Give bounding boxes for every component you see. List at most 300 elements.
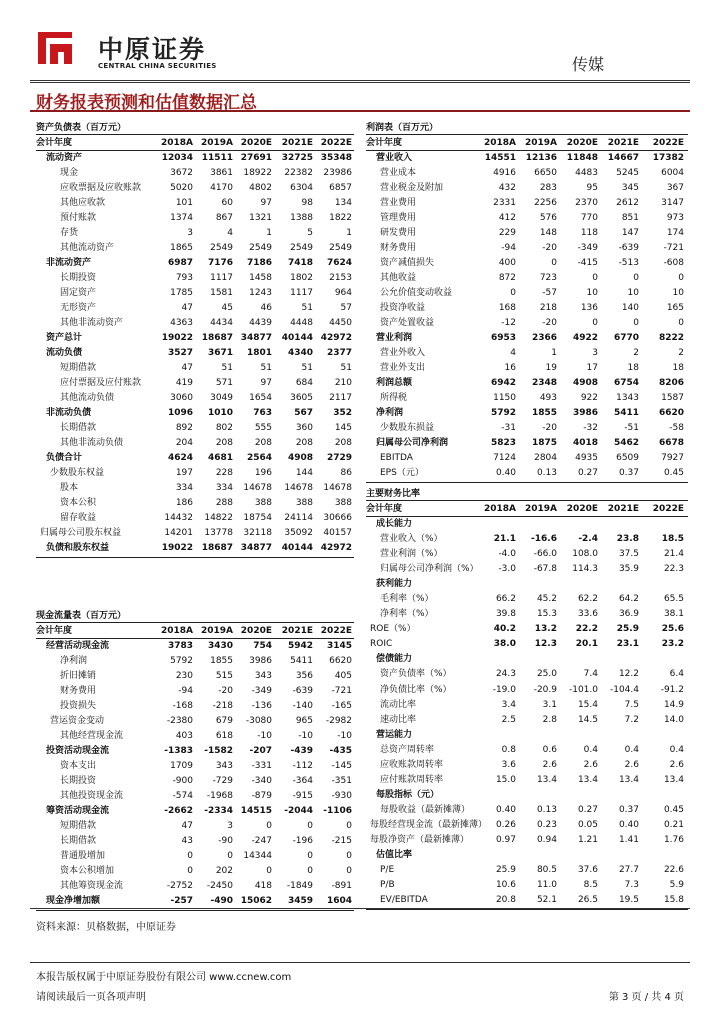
table-row bbox=[36, 466, 354, 481]
cell-value: -257 bbox=[170, 896, 193, 906]
year-header: 2018A bbox=[483, 138, 516, 148]
cell-value: -2662 bbox=[164, 806, 193, 816]
cell-value: 3459 bbox=[287, 896, 313, 906]
cell-value: 16 bbox=[504, 363, 516, 373]
cell-value: 763 bbox=[253, 408, 272, 418]
table-row bbox=[366, 562, 688, 577]
row-label: 长期投资 bbox=[60, 273, 97, 283]
table-top-rule bbox=[36, 134, 354, 135]
year-header: 2022E bbox=[652, 504, 684, 514]
cell-value: 19.5 bbox=[618, 895, 639, 906]
cell-value: 1388 bbox=[290, 213, 313, 223]
cell-value: 0 bbox=[346, 851, 352, 861]
cell-value: 30666 bbox=[323, 513, 352, 523]
cell-value: 6942 bbox=[490, 378, 516, 388]
cell-value: 892 bbox=[175, 423, 193, 433]
cell-value: 0 bbox=[266, 821, 272, 831]
table-row bbox=[36, 391, 354, 406]
row-label: 净利润 bbox=[376, 408, 404, 418]
row-label: 每股净资产（最新摊薄） bbox=[370, 834, 470, 845]
table-row bbox=[366, 271, 688, 286]
cell-value: 0.21 bbox=[663, 819, 684, 830]
cell-value: 14515 bbox=[240, 806, 272, 816]
cell-value: 4935 bbox=[575, 453, 598, 463]
cell-value: 13.4 bbox=[577, 774, 598, 785]
page-title: 财务报表预测和估值数据汇总 bbox=[36, 93, 257, 113]
cell-value: 60 bbox=[221, 198, 233, 208]
cell-value: 2549 bbox=[329, 243, 352, 253]
row-label: 每股指标（元） bbox=[376, 789, 440, 800]
cell-value: 0.05 bbox=[577, 819, 598, 830]
cell-value: 1 bbox=[266, 228, 272, 238]
cell-value: -729 bbox=[212, 776, 233, 786]
cell-value: 1865 bbox=[170, 243, 193, 253]
cell-value: 4908 bbox=[572, 378, 598, 388]
row-label: 估值比率 bbox=[376, 850, 413, 861]
cell-value: 64.2 bbox=[618, 594, 639, 605]
row-label: 其他流动负债 bbox=[60, 393, 115, 403]
column-header-label: 会计年度 bbox=[366, 138, 403, 148]
cell-value: 6857 bbox=[329, 183, 352, 193]
cell-value: 65.5 bbox=[663, 594, 684, 605]
table-caption: 现金流量表（百万元） bbox=[36, 611, 127, 621]
table-row bbox=[36, 481, 354, 496]
table-row bbox=[366, 592, 688, 607]
cell-value: 0.4 bbox=[669, 744, 684, 755]
cell-value: 2366 bbox=[531, 333, 557, 343]
cell-value: -20 bbox=[542, 243, 557, 253]
table-row bbox=[366, 451, 688, 466]
cell-value: 45 bbox=[221, 303, 233, 313]
table-row bbox=[366, 758, 688, 773]
cell-value: 15.0 bbox=[495, 774, 516, 785]
table-row bbox=[36, 346, 354, 361]
table-row bbox=[366, 316, 688, 331]
cell-value: 27.7 bbox=[618, 865, 639, 876]
table-row bbox=[36, 151, 354, 166]
table-row bbox=[366, 652, 688, 667]
cell-value: 14667 bbox=[607, 153, 639, 163]
row-label: 归属母公司净利润 bbox=[376, 438, 449, 448]
cell-value: 412 bbox=[498, 213, 516, 223]
row-label: 其他流动资产 bbox=[60, 243, 115, 253]
cell-value: 40157 bbox=[323, 528, 352, 538]
table-row bbox=[366, 713, 688, 728]
cell-value: 2612 bbox=[616, 198, 639, 208]
table-row bbox=[366, 346, 688, 361]
row-label: 获利能力 bbox=[376, 579, 413, 590]
cell-value: 2.6 bbox=[624, 759, 639, 770]
cell-value: 1709 bbox=[170, 761, 193, 771]
table-row bbox=[366, 743, 688, 758]
table-row bbox=[366, 788, 688, 803]
cell-value: 684 bbox=[295, 378, 313, 388]
cell-value: -3080 bbox=[245, 716, 272, 726]
cell-value: 38.1 bbox=[663, 609, 684, 620]
cell-value: 6678 bbox=[658, 438, 684, 448]
cell-value: 7624 bbox=[326, 258, 352, 268]
cell-value: 97 bbox=[260, 378, 272, 388]
cell-value: 40144 bbox=[281, 333, 313, 343]
table-row bbox=[366, 728, 688, 743]
cell-value: 0.13 bbox=[536, 468, 557, 478]
row-label: 资本公积 bbox=[60, 498, 97, 508]
cell-value: 11511 bbox=[201, 153, 233, 163]
cell-value: 13.2 bbox=[534, 624, 557, 635]
table-row bbox=[366, 848, 688, 863]
table-row bbox=[366, 683, 688, 698]
cell-value: 10 bbox=[627, 288, 639, 298]
cell-value: 6650 bbox=[534, 168, 557, 178]
year-header: 2021E bbox=[607, 138, 639, 148]
row-label: 其他非流动资产 bbox=[60, 318, 124, 328]
cell-value: 19 bbox=[545, 363, 557, 373]
cell-value: 22.6 bbox=[663, 865, 684, 876]
cell-value: 6770 bbox=[613, 333, 639, 343]
row-label: 净负债比率（%） bbox=[380, 684, 452, 695]
table-row bbox=[366, 181, 688, 196]
cell-value: -513 bbox=[618, 258, 639, 268]
cell-value: 1010 bbox=[207, 408, 233, 418]
cell-value: 5942 bbox=[287, 641, 313, 651]
cell-value: 37.5 bbox=[618, 549, 639, 560]
cell-value: 35092 bbox=[284, 528, 313, 538]
cell-value: 3430 bbox=[207, 641, 233, 651]
cell-value: 6620 bbox=[329, 656, 352, 666]
table-row bbox=[36, 421, 354, 436]
row-label: 少数股东权益 bbox=[50, 468, 105, 478]
cell-value: -207 bbox=[249, 746, 272, 756]
table-row bbox=[36, 226, 354, 241]
row-label: 流动资产 bbox=[46, 153, 83, 163]
cell-value: -66.0 bbox=[533, 549, 557, 560]
cell-value: 343 bbox=[254, 671, 272, 681]
cell-value: -721 bbox=[331, 686, 352, 696]
table-bottom-rule bbox=[366, 482, 688, 483]
header-rule-2 bbox=[30, 82, 690, 83]
cell-value: 851 bbox=[621, 213, 639, 223]
cell-value: 145 bbox=[334, 423, 352, 433]
row-label: 资本公积增加 bbox=[60, 866, 115, 876]
cell-value: 23.1 bbox=[616, 639, 639, 650]
cell-value: 2549 bbox=[249, 243, 272, 253]
table-row bbox=[36, 879, 354, 894]
cell-value: 13.4 bbox=[618, 774, 639, 785]
table-row bbox=[36, 286, 354, 301]
row-label: 总资产周转率 bbox=[380, 744, 435, 755]
cell-value: 0.45 bbox=[663, 804, 684, 815]
footer-rule bbox=[30, 962, 690, 963]
cell-value: 8.5 bbox=[583, 880, 598, 891]
cell-value: -3.0 bbox=[498, 564, 516, 575]
cell-value: 4916 bbox=[493, 168, 516, 178]
table-row bbox=[36, 864, 354, 879]
row-label: 留存收益 bbox=[60, 513, 97, 523]
cell-value: 4340 bbox=[287, 348, 313, 358]
row-label: 财务费用 bbox=[380, 243, 417, 253]
source-rule bbox=[30, 908, 690, 909]
cell-value: 24.3 bbox=[495, 669, 516, 680]
cell-value: 1581 bbox=[210, 288, 233, 298]
cell-value: 32725 bbox=[281, 153, 313, 163]
cell-value: -608 bbox=[663, 258, 684, 268]
cell-value: -439 bbox=[290, 746, 313, 756]
company-logo-icon bbox=[34, 26, 76, 68]
cell-value: 3783 bbox=[167, 641, 193, 651]
table-row bbox=[366, 151, 688, 166]
cell-value: 51 bbox=[340, 363, 352, 373]
cell-value: 867 bbox=[215, 213, 233, 223]
table-row bbox=[366, 361, 688, 376]
cell-value: 419 bbox=[175, 378, 193, 388]
cell-value: -218 bbox=[212, 701, 233, 711]
cell-value: 13.4 bbox=[663, 774, 684, 785]
cell-value: 11.0 bbox=[536, 880, 557, 891]
table-row bbox=[36, 406, 354, 421]
cell-value: 872 bbox=[498, 273, 516, 283]
cell-value: -1849 bbox=[286, 881, 313, 891]
cell-value: 20.8 bbox=[495, 895, 516, 906]
row-label: 应付账款周转率 bbox=[380, 774, 444, 785]
row-label: 长期借款 bbox=[60, 423, 97, 433]
cell-value: 0.13 bbox=[536, 804, 557, 815]
row-label: 营业外收入 bbox=[380, 348, 426, 358]
cell-value: 14.5 bbox=[577, 714, 598, 725]
footer-copyright: 本报告版权属于中原证券股份有限公司 www.ccnew.com bbox=[36, 972, 292, 983]
table-top-rule bbox=[366, 500, 688, 501]
cell-value: 18922 bbox=[243, 168, 272, 178]
cell-value: 6620 bbox=[658, 408, 684, 418]
row-label: 其他经营现金流 bbox=[60, 731, 124, 741]
cell-value: 57 bbox=[340, 303, 352, 313]
cell-value: -349 bbox=[251, 686, 272, 696]
page-number: 第 3 页 / 共 4 页 bbox=[608, 992, 684, 1003]
row-label: 营运资金变动 bbox=[50, 716, 105, 726]
cell-value: 7.2 bbox=[624, 714, 639, 725]
cell-value: 3 bbox=[187, 228, 193, 238]
row-label: 负债合计 bbox=[46, 453, 83, 463]
data-source-note: 资料来源：贝格数据，中原证券 bbox=[36, 922, 176, 933]
cell-value: 14678 bbox=[323, 483, 352, 493]
row-label: 短期借款 bbox=[60, 821, 97, 831]
cell-value: 22.2 bbox=[575, 624, 598, 635]
cell-value: 3060 bbox=[170, 393, 193, 403]
cell-value: 0 bbox=[678, 273, 684, 283]
table-row bbox=[36, 301, 354, 316]
table-row bbox=[36, 654, 354, 669]
cell-value: 5792 bbox=[170, 656, 193, 666]
cell-value: 14344 bbox=[243, 851, 272, 861]
row-label: 长期借款 bbox=[60, 836, 97, 846]
cell-value: -2044 bbox=[284, 806, 313, 816]
cell-value: -19.0 bbox=[492, 684, 516, 695]
header-rule bbox=[30, 80, 690, 81]
cell-value: 3 bbox=[227, 821, 233, 831]
cell-value: 80.5 bbox=[536, 865, 557, 876]
row-label: 偿债能力 bbox=[376, 654, 413, 665]
cell-value: 2.8 bbox=[542, 714, 557, 725]
cell-value: 3.1 bbox=[542, 699, 557, 710]
cell-value: 210 bbox=[334, 378, 352, 388]
cell-value: 22382 bbox=[284, 168, 313, 178]
cell-value: -10 bbox=[298, 731, 313, 741]
table-row bbox=[36, 729, 354, 744]
cell-value: 144 bbox=[295, 468, 313, 478]
row-label: P/B bbox=[380, 880, 395, 891]
year-header: 2019A bbox=[524, 504, 557, 514]
cell-value: 101 bbox=[175, 198, 193, 208]
cell-value: 2256 bbox=[534, 198, 557, 208]
cell-value: 4018 bbox=[572, 438, 598, 448]
cell-value: 4624 bbox=[167, 453, 193, 463]
table-row bbox=[366, 331, 688, 346]
row-label: 现金 bbox=[60, 168, 79, 178]
cell-value: -721 bbox=[663, 243, 684, 253]
cell-value: 4483 bbox=[575, 168, 598, 178]
cell-value: 147 bbox=[621, 228, 639, 238]
cell-value: 1458 bbox=[249, 273, 272, 283]
cell-value: 22.3 bbox=[663, 564, 684, 575]
cell-value: 3605 bbox=[290, 393, 313, 403]
cell-value: -90 bbox=[218, 836, 233, 846]
cell-value: 0 bbox=[633, 318, 639, 328]
cell-value: 288 bbox=[215, 498, 233, 508]
table-row bbox=[36, 669, 354, 684]
cell-value: 754 bbox=[253, 641, 272, 651]
row-label: 其他收益 bbox=[380, 273, 417, 283]
cell-value: 47 bbox=[181, 303, 193, 313]
row-label: 营业外支出 bbox=[380, 363, 426, 373]
cell-value: 4434 bbox=[210, 318, 233, 328]
cell-value: 26.5 bbox=[577, 895, 598, 906]
row-label: EBITDA bbox=[380, 453, 413, 463]
cell-value: 25.9 bbox=[616, 624, 639, 635]
cell-value: 4922 bbox=[572, 333, 598, 343]
cell-value: 46 bbox=[260, 303, 272, 313]
row-label: 归属母公司净利润（%） bbox=[380, 564, 479, 575]
cell-value: 15062 bbox=[240, 896, 272, 906]
cell-value: 7176 bbox=[207, 258, 233, 268]
row-label: 投资损失 bbox=[60, 701, 97, 711]
year-header: 2020E bbox=[566, 504, 598, 514]
cell-value: 0.40 bbox=[618, 819, 639, 830]
row-label: 固定资产 bbox=[60, 288, 97, 298]
cell-value: 51 bbox=[301, 363, 313, 373]
row-label: 利润总额 bbox=[376, 378, 413, 388]
cell-value: 66.2 bbox=[495, 594, 516, 605]
cell-value: 1604 bbox=[326, 896, 352, 906]
table-row bbox=[366, 698, 688, 713]
row-label: 非流动资产 bbox=[46, 258, 92, 268]
cell-value: 1802 bbox=[290, 273, 313, 283]
cell-value: 0 bbox=[592, 318, 598, 328]
row-label: 短期借款 bbox=[60, 363, 97, 373]
cell-value: 134 bbox=[334, 198, 352, 208]
table-row bbox=[366, 241, 688, 256]
cell-value: 47 bbox=[181, 821, 193, 831]
row-label: 其他应收款 bbox=[60, 198, 106, 208]
table-row bbox=[366, 863, 688, 878]
cell-value: 4170 bbox=[210, 183, 233, 193]
table-row bbox=[366, 406, 688, 421]
table-row bbox=[36, 181, 354, 196]
cell-value: 334 bbox=[215, 483, 233, 493]
year-header: 2019A bbox=[524, 138, 557, 148]
cell-value: -331 bbox=[251, 761, 272, 771]
cell-value: 2 bbox=[678, 348, 684, 358]
cell-value: 965 bbox=[295, 716, 313, 726]
row-label: 成长能力 bbox=[376, 519, 413, 529]
table-row bbox=[366, 196, 688, 211]
cell-value: -4.0 bbox=[498, 549, 516, 560]
table-row bbox=[366, 637, 688, 652]
cell-value: 8222 bbox=[658, 333, 684, 343]
cell-value: 20.1 bbox=[575, 639, 598, 650]
cell-value: 6004 bbox=[661, 168, 684, 178]
cell-value: 208 bbox=[254, 438, 272, 448]
row-label: 归属母公司股东权益 bbox=[40, 528, 122, 538]
cell-value: 6953 bbox=[490, 333, 516, 343]
row-label: 研发费用 bbox=[380, 228, 417, 238]
row-label: 营业费用 bbox=[380, 198, 417, 208]
cell-value: 18 bbox=[672, 363, 684, 373]
cell-value: 15.8 bbox=[663, 895, 684, 906]
table-row bbox=[366, 547, 688, 562]
row-label: 所得税 bbox=[380, 393, 408, 403]
cell-value: 13.4 bbox=[536, 774, 557, 785]
cell-value: 723 bbox=[539, 273, 557, 283]
table-body bbox=[36, 151, 354, 556]
year-header: 2020E bbox=[566, 138, 598, 148]
year-header: 2021E bbox=[281, 626, 313, 636]
cell-value: 418 bbox=[254, 881, 272, 891]
column-header-label: 会计年度 bbox=[36, 626, 73, 636]
cell-value: 283 bbox=[539, 183, 557, 193]
row-label: 负债和股东权益 bbox=[46, 543, 110, 553]
cell-value: 1587 bbox=[661, 393, 684, 403]
row-label: P/E bbox=[380, 865, 395, 876]
title-rule bbox=[30, 110, 690, 112]
cell-value: 3861 bbox=[210, 168, 233, 178]
table-bottom-rule bbox=[36, 910, 354, 911]
table-bottom-rule bbox=[366, 909, 688, 910]
table-row bbox=[366, 166, 688, 181]
cell-value: 62.2 bbox=[577, 594, 598, 605]
row-label: 营业成本 bbox=[380, 168, 417, 178]
row-label: 无形资产 bbox=[60, 303, 97, 313]
row-label: 非流动负债 bbox=[46, 408, 92, 418]
row-label: 普通股增加 bbox=[60, 851, 106, 861]
cell-value: 0.97 bbox=[495, 834, 516, 845]
cell-value: 21.4 bbox=[663, 549, 684, 560]
row-label: 财务费用 bbox=[60, 686, 97, 696]
cell-value: 3147 bbox=[661, 198, 684, 208]
cell-value: -12 bbox=[501, 318, 516, 328]
cell-value: 0.4 bbox=[624, 744, 639, 755]
row-label: 应收账款周转率 bbox=[380, 759, 444, 770]
table-row bbox=[36, 789, 354, 804]
year-header: 2019A bbox=[200, 626, 233, 636]
cell-value: 186 bbox=[175, 498, 193, 508]
footer-disclaimer: 请阅读最后一页各项声明 bbox=[36, 992, 146, 1003]
cell-value: 165 bbox=[666, 303, 684, 313]
cell-value: 400 bbox=[498, 258, 516, 268]
table-row bbox=[366, 878, 688, 893]
table-row bbox=[36, 639, 354, 654]
cell-value: 2804 bbox=[534, 453, 557, 463]
cell-value: 4448 bbox=[290, 318, 313, 328]
cell-value: -915 bbox=[292, 791, 313, 801]
